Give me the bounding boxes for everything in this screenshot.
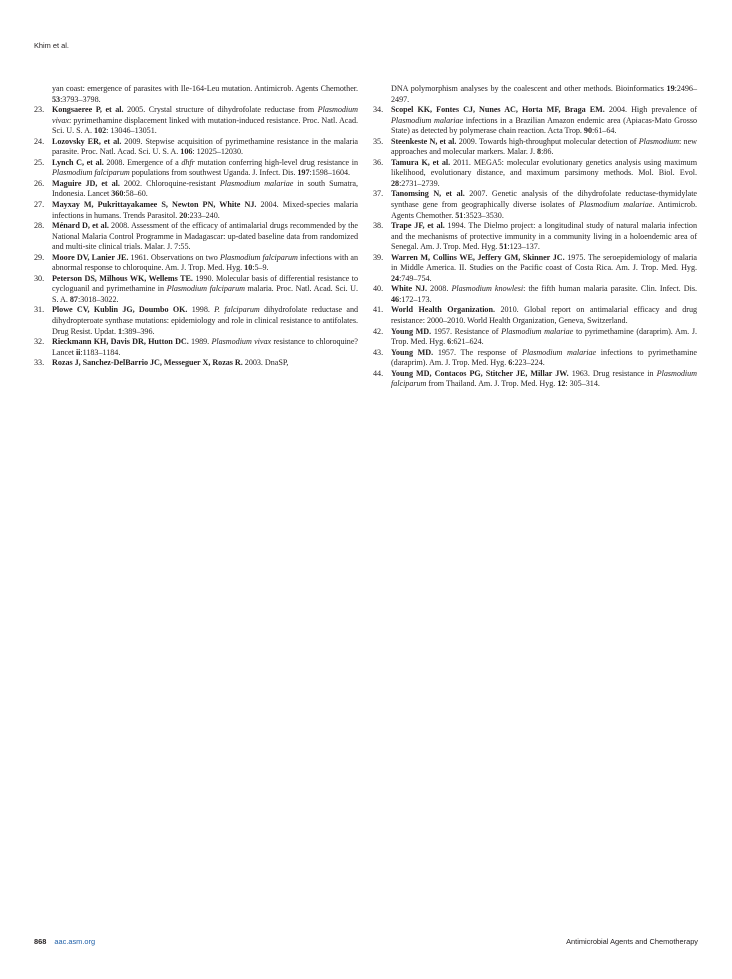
reference-text: dihydrofolate reductase and dihydropteroate synthase mutations: epidemiology and role in clinical resistance to antifolates. Drug Resist. Updat.: [52, 305, 359, 336]
reference-volume: 87: [69, 294, 78, 304]
reference-number: 41.: [373, 305, 384, 315]
reference-text: :3793–3798.: [60, 94, 101, 104]
reference-text: to pyrimethamine (daraprim). Am. J. Trop. Med. Hyg.: [391, 326, 697, 347]
reference-number: 35.: [373, 136, 384, 146]
reference-italic-text: Plasmodium falciparum: [391, 368, 697, 389]
reference-text: mutation conferring high-level drug resistance in: [194, 157, 358, 167]
reference-volume: 19: [666, 84, 675, 93]
journal-name: Antimicrobial Agents and Chemotherapy: [566, 937, 698, 946]
reference-text: :3018–3022.: [77, 294, 119, 304]
reference-text: 1998.: [187, 305, 215, 315]
reference-volume: 6: [447, 337, 452, 347]
reference-authors: Young MD.: [391, 326, 432, 336]
reference-entry: [373, 253, 697, 285]
reference-text: 1975. The seroepidemiology of malaria in Middle America. II. Studies on the Pacific coast of Costa Rica. Am. J. Trop. Med. Hyg.: [391, 252, 697, 273]
reference-text: 2007. Genetic analysis of the dihydrofolate reductase-thymidylate synthase gene from geographically diverse isolates of: [391, 189, 697, 210]
reference-number: 43.: [373, 347, 384, 357]
reference-entry: [34, 105, 358, 137]
reference-entry: [34, 221, 358, 253]
reference-text: 2008.: [427, 284, 452, 294]
reference-text: 2008. Emergence of a: [103, 157, 182, 167]
reference-number: 25.: [34, 157, 45, 167]
reference-authors: Scopel KK, Fontes CJ, Nunes AC, Horta MF, Braga EM.: [391, 105, 605, 115]
reference-volume: 6: [508, 358, 513, 368]
reference-authors: Rieckmann KH, Davis DR, Hutton DC.: [52, 337, 189, 347]
reference-authors: Moore DV, Lanier JE.: [52, 252, 129, 262]
reference-volume: 51: [455, 210, 464, 220]
reference-text: 2004. High prevalence of: [604, 105, 697, 115]
reference-text: 2011. MEGA5: molecular evolutionary genetics analysis using maximum likelihood, evolutionary distance, and maximum parsimony methods. Mol. Biol. Evol.: [391, 157, 697, 178]
reference-text: infections to pyrimethamine (daraprim). Am. J. Trop. Med. Hyg.: [391, 347, 697, 368]
reference-text: 1990. Molecular basis of differential resistance to cycloguanil and pyrimethamine in: [52, 273, 358, 294]
reference-number: 23.: [34, 105, 45, 115]
reference-number: 38.: [373, 221, 384, 231]
reference-authors: Kongsaeree P, et al.: [52, 105, 124, 115]
reference-text: : 12025–12030.: [192, 147, 243, 157]
reference-volume: 197: [297, 168, 310, 178]
reference-number: 42.: [373, 326, 384, 336]
reference-text: 1963. Drug resistance in: [568, 368, 657, 378]
reference-authors: Tanomsing N, et al.: [391, 189, 465, 199]
reference-volume: 102: [94, 126, 107, 136]
reference-volume: 20: [179, 210, 188, 220]
reference-entry: [34, 305, 358, 337]
reference-text: :621–624.: [451, 337, 484, 347]
reference-text: yan coast: emergence of parasites with Ile-164-Leu mutation. Antimicrob. Agents Chemother.: [52, 84, 358, 93]
reference-number: 39.: [373, 252, 384, 262]
reference-authors: Ménard D, et al.: [52, 221, 109, 231]
reference-text: infections in a Brazilian Amazon endemic area (Apiacas-Mato Grosso State) as detected by polymerase chain reaction. Acta Trop.: [391, 115, 697, 136]
reference-text: : the fifth human malaria parasite. Clin. Infect. Dis.: [523, 284, 697, 294]
reference-text: 1989.: [188, 337, 212, 347]
reference-text: :1183–1184.: [80, 347, 121, 357]
journal-url-link[interactable]: aac.asm.org: [54, 937, 96, 946]
reference-number: 40.: [373, 284, 384, 294]
reference-text: : 305–314.: [565, 379, 600, 389]
reference-entry: [373, 84, 697, 105]
reference-number: 28.: [34, 221, 45, 231]
reference-italic-text: Plasmodium malariae: [522, 347, 597, 357]
reference-italic-text: Plasmodium vivax: [211, 337, 272, 347]
reference-volume: 24: [391, 273, 400, 283]
reference-volume: 8: [537, 147, 542, 157]
reference-text: 2008. Assessment of the efficacy of antimalarial drugs recommended by the National Malaria Control Programme in Madagascar: up-dated baseline data from randomized and multi-site clinical trials. Malar. J. 7:55.: [52, 221, 358, 252]
reference-volume: 106: [180, 147, 193, 157]
reference-entry: [34, 137, 358, 158]
reference-italic-text: Plasmodium vivax: [52, 105, 358, 125]
reference-text: :389–396.: [122, 326, 155, 336]
reference-entry: [373, 158, 697, 190]
reference-entry: [34, 158, 358, 179]
reference-entry: [373, 137, 697, 158]
reference-entry: [373, 327, 697, 348]
reference-text: :1598–1604.: [309, 168, 351, 178]
reference-entry: [34, 84, 358, 105]
reference-number: 34.: [373, 105, 384, 115]
reference-text: malaria. Proc. Natl. Acad. Sci. U. S. A.: [52, 284, 359, 304]
reference-entry: [34, 358, 358, 369]
reference-text: 1994. The Dielmo project: a longitudinal study of natural malaria infection and the mechanisms of protective immunity in a community living in a holoendemic area of Senegal. Am. J. Trop. Med. Hyg.: [391, 221, 697, 252]
reference-text: . Antimicrob. Agents Chemother.: [391, 200, 697, 220]
reference-text: 2009. Towards high-throughput molecular detection of: [456, 136, 639, 146]
reference-text: :3523–3530.: [463, 210, 504, 220]
reference-text: :2496–2497.: [391, 84, 697, 104]
page-number: 868: [34, 937, 47, 946]
reference-number: 29.: [34, 252, 45, 262]
reference-entry: [34, 179, 358, 200]
reference-volume: 90: [583, 126, 592, 136]
reference-authors: White NJ.: [391, 284, 428, 294]
reference-volume: 51: [499, 242, 508, 252]
reference-authors: Warren M, Collins WE, Jeffery GM, Skinner JC.: [391, 252, 565, 262]
reference-text: :233–240.: [187, 210, 220, 220]
reference-italic-text: P. falciparum: [214, 305, 260, 315]
reference-italic-text: Plasmodium falciparum: [166, 284, 245, 294]
reference-volume: 360: [111, 189, 124, 199]
reference-authors: Young MD.: [391, 347, 434, 357]
reference-entry: [373, 105, 697, 137]
reference-text: : 13046–13051.: [106, 126, 157, 136]
reference-number: 36.: [373, 157, 384, 167]
reference-text: :172–173.: [399, 294, 432, 304]
reference-volume: 12: [557, 379, 566, 389]
reference-entry: [34, 253, 358, 274]
reference-number: 31.: [34, 305, 45, 315]
reference-text: in south Sumatra, Indonesia. Lancet: [52, 178, 358, 199]
reference-entry: [373, 284, 697, 305]
reference-text: 2010. Global report on antimalarial efficacy and drug resistance: 2000–2010. World Health Organization, Geneva, Switzerland.: [391, 305, 698, 326]
reference-authors: Maguire JD, et al.: [52, 178, 120, 188]
reference-number: 37.: [373, 189, 384, 199]
reference-italic-text: Plasmodium malariae: [391, 115, 464, 125]
reference-number: 26.: [34, 178, 45, 188]
reference-text: 2003. DnaSP,: [242, 358, 289, 368]
reference-italic-text: Plasmodium falciparum: [220, 252, 298, 262]
reference-text: :123–137.: [507, 242, 540, 252]
reference-italic-text: dhfr: [181, 157, 195, 167]
reference-number: 33.: [34, 358, 45, 368]
reference-text: 2004. Mixed-species malaria infections in humans. Trends Parasitol.: [52, 200, 358, 220]
reference-text: from Thailand. Am. J. Trop. Med. Hyg.: [426, 379, 558, 389]
reference-text: 2002. Chloroquine-resistant: [119, 178, 220, 188]
reference-text: 2009. Stepwise acquisition of pyrimethamine resistance in the malaria parasite. Proc. Natl. Acad. Sci. U. S. A.: [52, 136, 359, 157]
reference-text: :223–224.: [512, 358, 545, 368]
reference-text: :5–9.: [252, 263, 269, 273]
reference-authors: Rozas J, Sanchez-DelBarrio JC, Messeguer X, Rozas R.: [52, 358, 243, 368]
reference-authors: Mayxay M, Pukrittayakamee S, Newton PN, White NJ.: [52, 200, 257, 210]
reference-entry: [34, 337, 358, 358]
reference-authors: World Health Organization.: [391, 305, 495, 315]
reference-volume: ii: [75, 347, 81, 357]
reference-number: 30.: [34, 273, 45, 283]
reference-text: :58–60.: [123, 189, 148, 199]
reference-text: : pyrimethamine displacement linked with mutation-induced resistance. Proc. Natl. Acad. Sci. U. S. A.: [52, 115, 358, 136]
reference-volume: 1: [117, 326, 123, 336]
reference-volume: 28: [391, 178, 400, 188]
reference-italic-text: Plasmodium: [638, 136, 680, 146]
reference-authors: Plowe CV, Kublin JG, Doumbo OK.: [52, 305, 188, 315]
reference-text: :2731–2739.: [399, 178, 440, 188]
reference-text: : new approaches and molecular markers. Malar. J.: [391, 136, 697, 157]
reference-text: resistance to chloroquine? Lancet: [52, 337, 358, 357]
reference-italic-text: Plasmodium falciparum: [52, 168, 130, 178]
reference-authors: Tamura K, et al.: [391, 157, 451, 167]
running-head: Khim et al.: [34, 41, 69, 50]
reference-entry: [373, 369, 697, 390]
reference-authors: Lynch C, et al.: [52, 157, 104, 167]
reference-italic-text: Plasmodium malariae: [501, 326, 574, 336]
reference-volume: 10: [244, 263, 253, 273]
reference-text: :61–64.: [592, 126, 617, 136]
reference-italic-text: Plasmodium malariae: [219, 178, 294, 188]
reference-text: populations from southwest Uganda. J. Infect. Dis.: [129, 168, 298, 178]
page-footer: [34, 937, 698, 946]
reference-authors: Lozovsky ER, et al.: [52, 136, 122, 146]
reference-text: 1957. Resistance of: [431, 326, 502, 336]
reference-number: 44.: [373, 368, 384, 378]
reference-authors: Trape JF, et al.: [391, 221, 445, 231]
reference-authors: Young MD, Contacos PG, Stitcher JE, Millar JW.: [391, 368, 569, 378]
reference-text: 2005. Crystal structure of dihydrofolate reductase from: [123, 105, 318, 115]
reference-entry: [373, 189, 697, 221]
reference-italic-text: Plasmodium knowlesi: [451, 284, 524, 294]
reference-entry: [34, 200, 358, 221]
reference-authors: Steenkeste N, et al.: [391, 136, 457, 146]
reference-text: 1961. Observations on two: [128, 252, 220, 262]
reference-text: DNA polymorphism analyses by the coalescent and other methods. Bioinformatics: [391, 84, 667, 93]
reference-number: 32.: [34, 337, 45, 347]
reference-entry: [34, 274, 358, 306]
reference-text: 1957. The response of: [433, 347, 523, 357]
reference-text: :86.: [541, 147, 554, 157]
reference-entry: [373, 221, 697, 253]
reference-number: 24.: [34, 136, 45, 146]
reference-volume: 46: [391, 294, 400, 304]
reference-volume: 53: [52, 94, 61, 104]
reference-text: infections with an abnormal response to chloroquine. Am. J. Trop. Med. Hyg.: [52, 252, 358, 273]
reference-authors: Peterson DS, Milhous WK, Wellems TE.: [52, 273, 193, 283]
reference-entry: [373, 305, 697, 326]
reference-column-right: [373, 84, 697, 390]
reference-entry: [373, 348, 697, 369]
reference-text: :749–754.: [399, 273, 432, 283]
reference-column-left: [34, 84, 358, 369]
reference-number: 27.: [34, 200, 45, 210]
reference-italic-text: Plasmodium malariae: [579, 200, 653, 210]
